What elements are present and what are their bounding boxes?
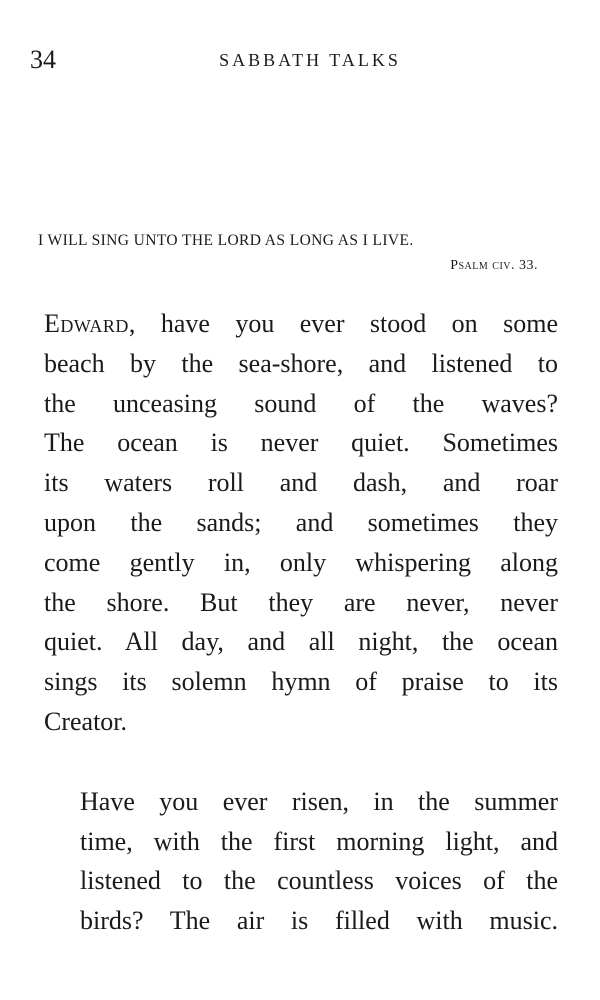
- paragraph-1: [44, 304, 558, 742]
- epigraph-citation: [38, 254, 558, 278]
- lead-word: Edward: [44, 309, 129, 338]
- page-header: [30, 42, 550, 78]
- text-line: Creator.: [44, 706, 128, 736]
- text-line: The ocean is never quiet. Sometimes: [44, 428, 558, 458]
- text-line: listened to the countless voices of the: [80, 866, 558, 896]
- text-line: the unceasing sound of the waves?: [44, 388, 558, 418]
- paragraph-2: [44, 782, 558, 941]
- text-line: quiet. All day, and all night, the ocean: [44, 627, 558, 657]
- text-line: sings its solemn hymn of praise to its: [44, 667, 558, 697]
- text-line: Have you ever risen, in the summer: [80, 786, 558, 816]
- text-line: beach by the sea-shore, and listened to: [44, 348, 558, 378]
- epigraph-quote: I WILL SING UNTO THE LORD AS LONG AS I LIVE.: [38, 232, 414, 249]
- text-line: the shore. But they are never, never: [44, 587, 558, 617]
- text-line: birds? The air is filled with music.: [80, 906, 558, 936]
- epigraph: [38, 228, 558, 278]
- running-head: SABBATH TALKS: [219, 50, 401, 70]
- text-line: its waters roll and dash, and roar: [44, 468, 558, 498]
- page-number: 34: [30, 45, 56, 74]
- body-text: [44, 304, 558, 941]
- text-line: Edward, have you ever stood on some: [44, 309, 558, 338]
- citation-text: Psalm civ. 33.: [450, 258, 538, 273]
- text-line: come gently in, only whispering along: [44, 547, 558, 577]
- text-line: upon the sands; and sometimes they: [44, 507, 558, 537]
- text-line: time, with the first morning light, and: [80, 826, 558, 856]
